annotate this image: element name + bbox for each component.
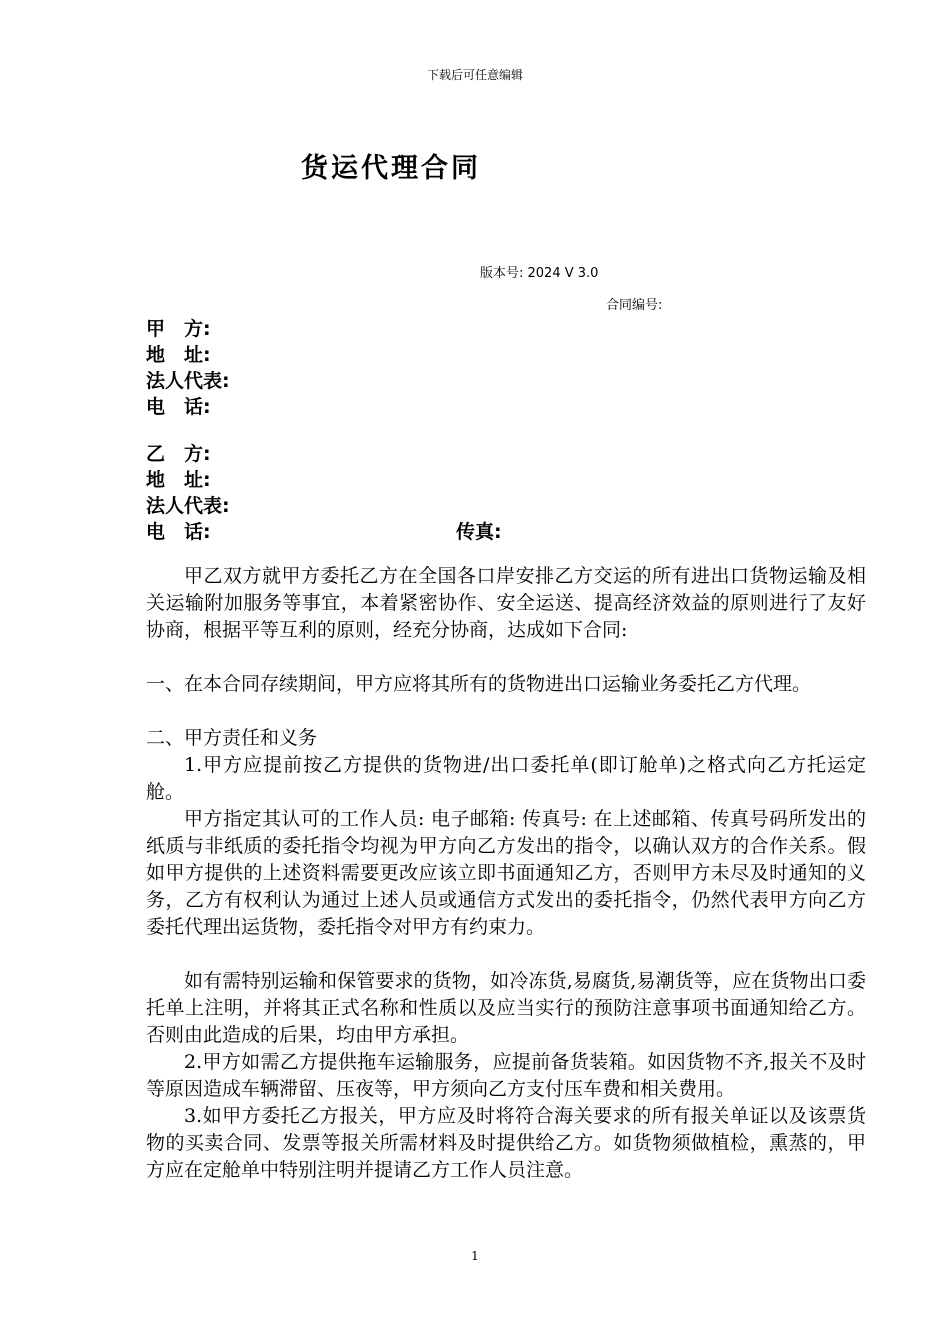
party-a-address-label: 地 址: [146,344,211,366]
party-b-name-label: 乙 方: [146,443,211,465]
party-b-fax-label: 传真: [456,521,502,543]
party-b-phone-row [146,519,502,545]
party-a-block [146,316,230,420]
clause-2-item-1: 1.甲方应提前按乙方提供的货物进/出口委托单(即订舱单)之格式向乙方托运定舱。 [146,754,866,803]
party-b-block [146,441,502,545]
party-a-name-label: 甲 方: [146,318,211,340]
staff-paragraph: 甲方指定其认可的工作人员: 电子邮箱: 传真号: 在上述邮箱、传真号码所发出的纸质与非纸质的委托指令均视为甲方向乙方发出的指令，以确认双方的合作关系。假如甲方提供的上述资料需要更改应该立即书面通知乙方，否则甲方未尽及时通知的义务，乙方有权利认为通过上述人员或通信方式发出的委托指令，仍然代表甲方向乙方委托代理出运货物，委托指令对甲方有约束力。 [146,808,866,938]
special-cargo-paragraph: 如有需特别运输和保管要求的货物，如冷冻货,易腐货,易潮货等，应在货物出口委托单上注明，并将其正式名称和性质以及应当实行的预防注意事项书面通知给乙方。否则由此造成的后果，均由甲方承担。 [146,970,866,1046]
contract-body [146,563,866,1184]
document-title: 货运代理合同 [301,153,481,184]
clause-2-item-3: 3.如甲方委托乙方报关，甲方应及时将符合海关要求的所有报关单证以及该票货物的买卖合同、发票等报关所需材料及时提供给乙方。如货物须做植检，熏蒸的，甲方应在定舱单中特别注明并提请乙方工作人员注意。 [146,1105,866,1181]
party-a-phone-label: 电 话: [146,396,211,418]
contract-number-label: 合同编号: [606,298,663,313]
clause-1: 一、在本合同存续期间，甲方应将其所有的货物进出口运输业务委托乙方代理。 [146,673,812,695]
clause-2-item-2: 2.甲方如需乙方提供拖车运输服务，应提前备货装箱。如因货物不齐,报关不及时等原因造成车辆滞留、压夜等，甲方须向乙方支付压车费和相关费用。 [146,1051,866,1100]
party-b-address-label: 地 址: [146,469,211,491]
intro-paragraph: 甲乙双方就甲方委托乙方在全国各口岸安排乙方交运的所有进出口货物运输及相关运输附加服务等事宜，本着紧密协作、安全运送、提高经济效益的原则进行了友好协商，根据平等互利的原则，经充分协商，达成如下合同: [146,565,866,641]
header-note: 下载后可任意编辑 [426,68,523,82]
clause-2-title: 二、甲方责任和义务 [146,727,318,749]
party-b-phone-label: 电 话: [146,521,211,543]
party-b-rep-label: 法人代表: [146,495,230,517]
party-a-rep-label: 法人代表: [146,370,230,392]
page-number: 1 [471,1249,479,1263]
version-number: 版本号: 2024 V 3.0 [480,266,599,281]
